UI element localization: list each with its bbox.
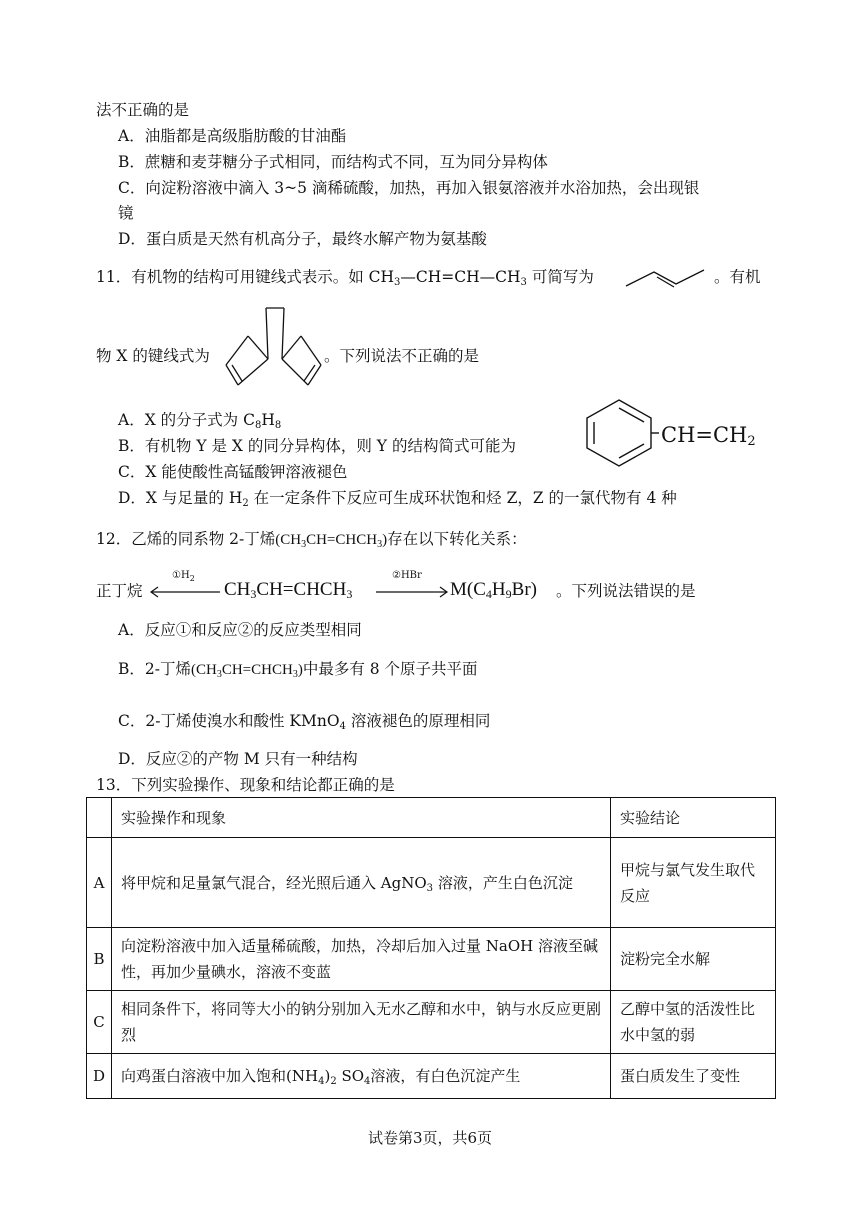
q11-stem-line1-end: 。有机 <box>714 268 761 286</box>
row-conclusion: 蛋白质发生了变性 <box>611 1054 776 1099</box>
reaction-arrow-1 <box>148 584 222 598</box>
butene-skeletal-structure <box>624 264 714 288</box>
q11-stem-line2b: 。下列说法不正确的是 <box>324 347 480 365</box>
table-header-row <box>87 798 776 838</box>
row-label: C <box>87 991 112 1054</box>
compound-x-bicyclic-structure <box>218 303 328 393</box>
q12-chain-left: 正丁烷 <box>96 582 143 600</box>
page-footer: 试卷第3页，共6页 <box>367 1129 493 1147</box>
table-row <box>87 991 776 1054</box>
q11-option-d: D．X 与足量的 $H_2$ 在一定条件下反应可生成环状饱和烃 Z，Z 的一氯代物有 4 种 <box>118 489 677 509</box>
arrow-2-label: ②HBr <box>392 570 422 581</box>
table-row <box>87 928 776 991</box>
q12-option-b: B．2-丁烯$(CH_3CH=CHCH_3)$中最多有 8 个原子共平面 <box>118 660 478 680</box>
row-conclusion: 淀粉完全水解 <box>611 928 776 991</box>
styrene-benzene-ring <box>579 397 659 469</box>
q11-option-a: A．X 的分子式为 $C_8H_8$ <box>118 411 282 431</box>
table-row <box>87 1054 776 1099</box>
row-conclusion: 甲烷与氯气发生取代反应 <box>611 838 776 928</box>
q11-stem-line1: 11．有机物的结构可用键线式表示。如 $CH_3—CH=CH—CH_3$ 可简写为 <box>96 268 594 288</box>
row-operation: 相同条件下，将同等大小的钠分别加入无水乙醇和水中，钠与水反应更剧烈 <box>112 991 611 1054</box>
table-row <box>87 838 776 928</box>
row-label: D <box>87 1054 112 1099</box>
q11-stem-line2a: 物 X 的键线式为 <box>96 347 210 365</box>
row-conclusion: 乙醇中氢的活泼性比水中氢的弱 <box>611 991 776 1054</box>
q10-option-c-cont: 镜 <box>118 204 134 222</box>
q12-option-d: D．反应②的产物 M 只有一种结构 <box>118 750 358 768</box>
row-label: A <box>87 838 112 928</box>
row-operation: 向淀粉溶液中加入适量稀硫酸，加热，冷却后加入过量 NaOH 溶液至碱性，再加少量碘水，溶液不变蓝 <box>112 928 611 991</box>
table-header-operation: 实验操作和现象 <box>112 798 611 838</box>
table-header-empty <box>87 798 112 838</box>
q12-chain-product-m: $M(C_4H_9Br)$ <box>450 579 537 601</box>
q10-option-c: C．向淀粉溶液中滴入 3~5 滴稀硫酸，加热，再加入银氨溶液并水浴加热，会出现银 <box>118 179 700 197</box>
q10-option-d: D．蛋白质是天然有机高分子，最终水解产物为氨基酸 <box>118 230 487 248</box>
arrow-1-label: $①H_2$ <box>172 570 195 583</box>
row-operation: 向鸡蛋白溶液中加入饱和$(NH_4)_2$ $SO_4$溶液，有白色沉淀产生 <box>112 1054 611 1099</box>
experiment-table <box>86 797 776 1099</box>
table-header-conclusion: 实验结论 <box>611 798 776 838</box>
q12-option-c: C．2-丁烯使溴水和酸性 KMnO$_4$ 溶液褪色的原理相同 <box>118 712 491 732</box>
styrene-vinyl-group: $CH=CH_2$ <box>661 423 756 449</box>
row-label: B <box>87 928 112 991</box>
reaction-arrow-2 <box>374 584 452 598</box>
q12-option-a: A．反应①和反应②的反应类型相同 <box>118 621 362 639</box>
q13-stem: 13．下列实验操作、现象和结论都正确的是 <box>96 776 395 794</box>
q12-stem: 12．乙烯的同系物 2-丁烯$(CH_3CH=CHCH_3)$存在以下转化关系： <box>96 530 527 550</box>
q10-stem-tail: 法不正确的是 <box>96 101 190 119</box>
q12-chain-butene: $CH_3CH=CHCH_3$ <box>224 579 353 601</box>
q10-option-b: B．蔗糖和麦芽糖分子式相同，而结构式不同，互为同分异构体 <box>118 153 548 171</box>
row-operation: 将甲烷和足量氯气混合，经光照后通入 AgNO$_3$ 溶液，产生白色沉淀 <box>112 838 611 928</box>
q11-option-b: B．有机物 Y 是 X 的同分异构体，则 Y 的结构简式可能为 <box>118 437 516 455</box>
q10-option-a: A．油脂都是高级脂肪酸的甘油酯 <box>118 127 347 145</box>
q11-option-c: C．X 能使酸性高锰酸钾溶液褪色 <box>118 463 348 481</box>
q12-chain-tail: 。下列说法错误的是 <box>556 582 696 600</box>
